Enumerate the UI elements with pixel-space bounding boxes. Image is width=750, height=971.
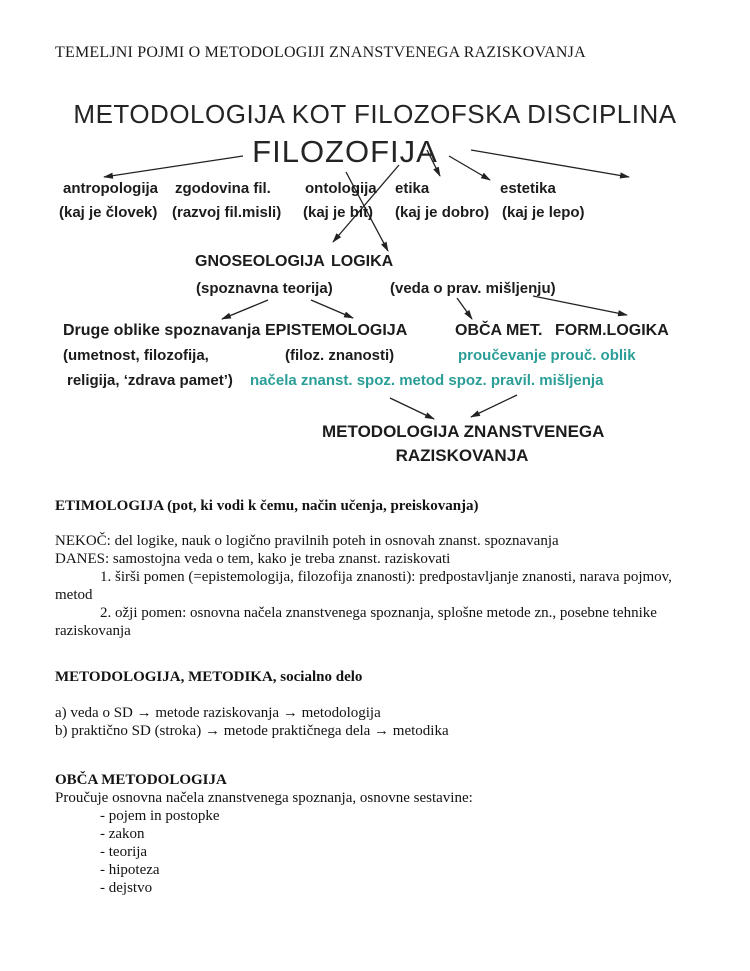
desc-logika: (veda o prav. mišljenju) — [390, 280, 556, 297]
result-line1: METODOLOGIJA ZNANSTVENEGA — [322, 422, 605, 441]
node-zgodovina-fil: zgodovina fil. — [175, 180, 271, 197]
node-form-logika: FORM.LOGIKA — [555, 322, 669, 339]
text-line: NEKOČ: del logike, nauk o logično pravilnih poteh in osnovah znanst. spoznavanja — [55, 533, 559, 549]
section-metodologija-metodika-body — [55, 704, 715, 740]
diagram-arrows — [0, 0, 750, 480]
text-line: a) veda o SD → metode raziskovanja → metodologija — [55, 705, 381, 721]
text-line: DANES: samostojna veda o tem, kako je treba znanst. raziskovati — [55, 551, 451, 567]
section-etimologija — [55, 497, 715, 515]
section-obca-metodologija-list — [55, 807, 715, 897]
section-etimologija-heading: ETIMOLOGIJA (pot, ki vodi k čemu, način učenja, preiskovanja) — [55, 498, 479, 514]
text-line: raziskovanja — [55, 623, 131, 639]
diagram-heading: METODOLOGIJA KOT FILOZOFSKA DISCIPLINA — [73, 99, 677, 129]
arrow-gnoseologija-druge-oblike — [222, 300, 268, 319]
desc-estetika: (kaj je lepo) — [502, 204, 585, 221]
node-ontologija: ontologija — [305, 180, 377, 197]
node-druge-oblike: Druge oblike spoznavanja — [63, 322, 261, 339]
node-estetika: estetika — [500, 180, 556, 197]
desc-etika: (kaj je dobro) — [395, 204, 490, 221]
desc-druge-oblike-line2: (umetnost, filozofija, — [63, 347, 209, 364]
result-line2: RAZISKOVANJA — [395, 446, 529, 465]
desc-antropologija: (kaj je človek) — [59, 204, 158, 221]
section-metodologija-metodika — [55, 668, 715, 686]
section-obca-metodologija-heading: OBČA METODOLOGIJA — [55, 772, 227, 788]
list-item: - zakon — [100, 826, 145, 842]
list-item: - hipoteza — [100, 862, 160, 878]
text-line: 1. širši pomen (=epistemologija, filozofija znanosti): predpostavljanje znanosti, narava pojmov, — [100, 569, 672, 585]
section-metodologija-metodika-heading: METODOLOGIJA, METODIKA, socialno delo — [55, 669, 363, 685]
list-item: - dejstvo — [100, 880, 153, 896]
arrow-to-metodologija-right — [471, 395, 517, 417]
concept-diagram — [0, 0, 750, 480]
desc-epistemologija: (filoz. znanosti) — [285, 347, 395, 364]
desc-ontologija: (kaj je bit) — [303, 204, 374, 221]
page-title: TEMELJNI POJMI O METODOLOGIJI ZNANSTVENEGA RAZISKOVANJA — [55, 44, 586, 61]
arrow-logika-obca-met — [457, 298, 472, 319]
node-etika: etika — [395, 180, 430, 197]
node-obca-met: OBČA MET. — [455, 322, 543, 339]
node-logika: LOGIKA — [331, 253, 394, 270]
text-line: 2. ožji pomen: osnovna načela znanstvenega spoznanja, splošne metode zn., posebne tehnike — [100, 605, 657, 621]
desc-gnoseologija: (spoznavna teorija) — [196, 280, 333, 297]
arrow-logika-form-logika — [533, 296, 627, 315]
list-item: - teorija — [100, 844, 148, 860]
text-line: metod — [55, 587, 93, 603]
desc-zgodovina-fil: (razvoj fil.misli) — [172, 204, 282, 221]
teal-note-nacela: načela znanst. spoz. metod spoz. pravil. mišljenja — [250, 372, 604, 389]
arrow-to-metodologija-left — [390, 398, 434, 419]
node-metodologija-znanstvenega — [322, 420, 605, 468]
list-item: - pojem in postopke — [100, 808, 220, 824]
section-obca-metodologija — [55, 771, 715, 807]
arrow-gnoseologija-epistemologija — [311, 300, 353, 318]
section-obca-metodologija-intro: Proučuje osnovna načela znanstvenega spoznanja, osnovne sestavine: — [55, 790, 473, 806]
node-epistemologija: EPISTEMOLOGIJA — [265, 322, 408, 339]
node-antropologija: antropologija — [63, 180, 158, 197]
teal-note-prouc-oblik: proučevanje prouč. oblik — [458, 347, 636, 364]
section-etimologija-body — [55, 532, 715, 640]
diagram-root-filozofija: FILOZOFIJA — [252, 134, 438, 169]
text-line: b) praktično SD (stroka) → metode praktičnega dela → metodika — [55, 723, 449, 739]
node-gnoseologija: GNOSEOLOGIJA — [195, 253, 325, 270]
desc-druge-oblike-line3: religija, ‘zdrava pamet’) — [67, 372, 233, 389]
